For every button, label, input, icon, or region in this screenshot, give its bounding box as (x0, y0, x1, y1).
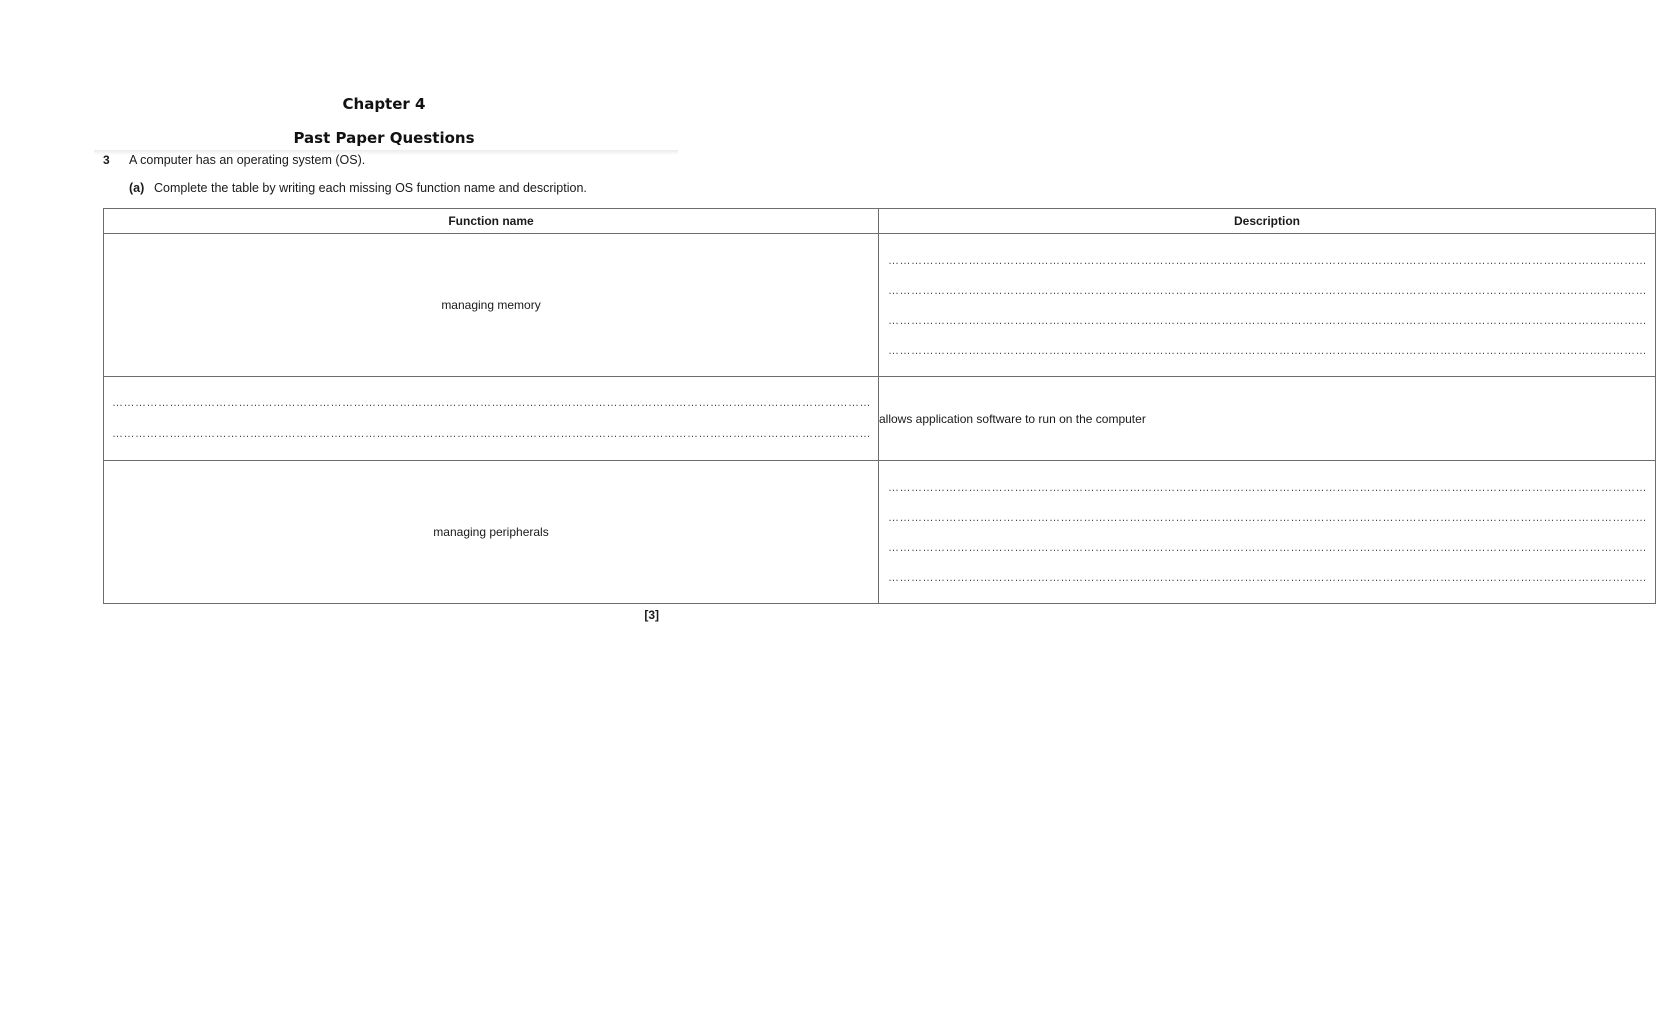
header-description: Description (879, 209, 1656, 234)
chapter-title: Chapter 4 (342, 95, 426, 113)
question-part-text: Complete the table by writing each missing OS function name and description. (154, 181, 587, 195)
table-row (104, 234, 1656, 377)
answer-line: ……………………………………………………………………………………………………………………………………………………………………………… (888, 254, 1647, 267)
answer-line: ……………………………………………………………………………………………………………………………………………………………………………… (112, 427, 871, 440)
past-paper-question (94, 150, 1647, 630)
table-row (104, 377, 1656, 461)
answer-line: ……………………………………………………………………………………………………………………………………………………………………………… (112, 396, 871, 409)
function-name-cell: managing peripherals (104, 461, 879, 604)
table-row (104, 461, 1656, 604)
description-answer-cell[interactable] (879, 461, 1656, 604)
function-name-cell: managing memory (104, 234, 879, 377)
question-number: 3 (103, 153, 110, 167)
answer-line: ……………………………………………………………………………………………………………………………………………………………………………… (888, 571, 1647, 584)
header-function-name: Function name (104, 209, 879, 234)
answer-line: ……………………………………………………………………………………………………………………………………………………………………………… (888, 541, 1647, 554)
marks-label: [3] (644, 608, 659, 622)
question-stem: A computer has an operating system (OS). (129, 153, 366, 167)
answer-line: ……………………………………………………………………………………………………………………………………………………………………………… (888, 344, 1647, 357)
description-cell: allows application software to run on the computer (879, 377, 1656, 461)
section-title: Past Paper Questions (293, 129, 475, 147)
answer-line: ……………………………………………………………………………………………………………………………………………………………………………… (888, 481, 1647, 494)
answer-line: ……………………………………………………………………………………………………………………………………………………………………………… (888, 511, 1647, 524)
table-header-row (104, 209, 1656, 234)
answer-line: ……………………………………………………………………………………………………………………………………………………………………………… (888, 284, 1647, 297)
function-name-answer-cell[interactable] (104, 377, 879, 461)
description-answer-cell[interactable] (879, 234, 1656, 377)
answer-line: ……………………………………………………………………………………………………………………………………………………………………………… (888, 314, 1647, 327)
os-function-table (103, 208, 1656, 604)
question-part-label: (a) (129, 181, 145, 195)
